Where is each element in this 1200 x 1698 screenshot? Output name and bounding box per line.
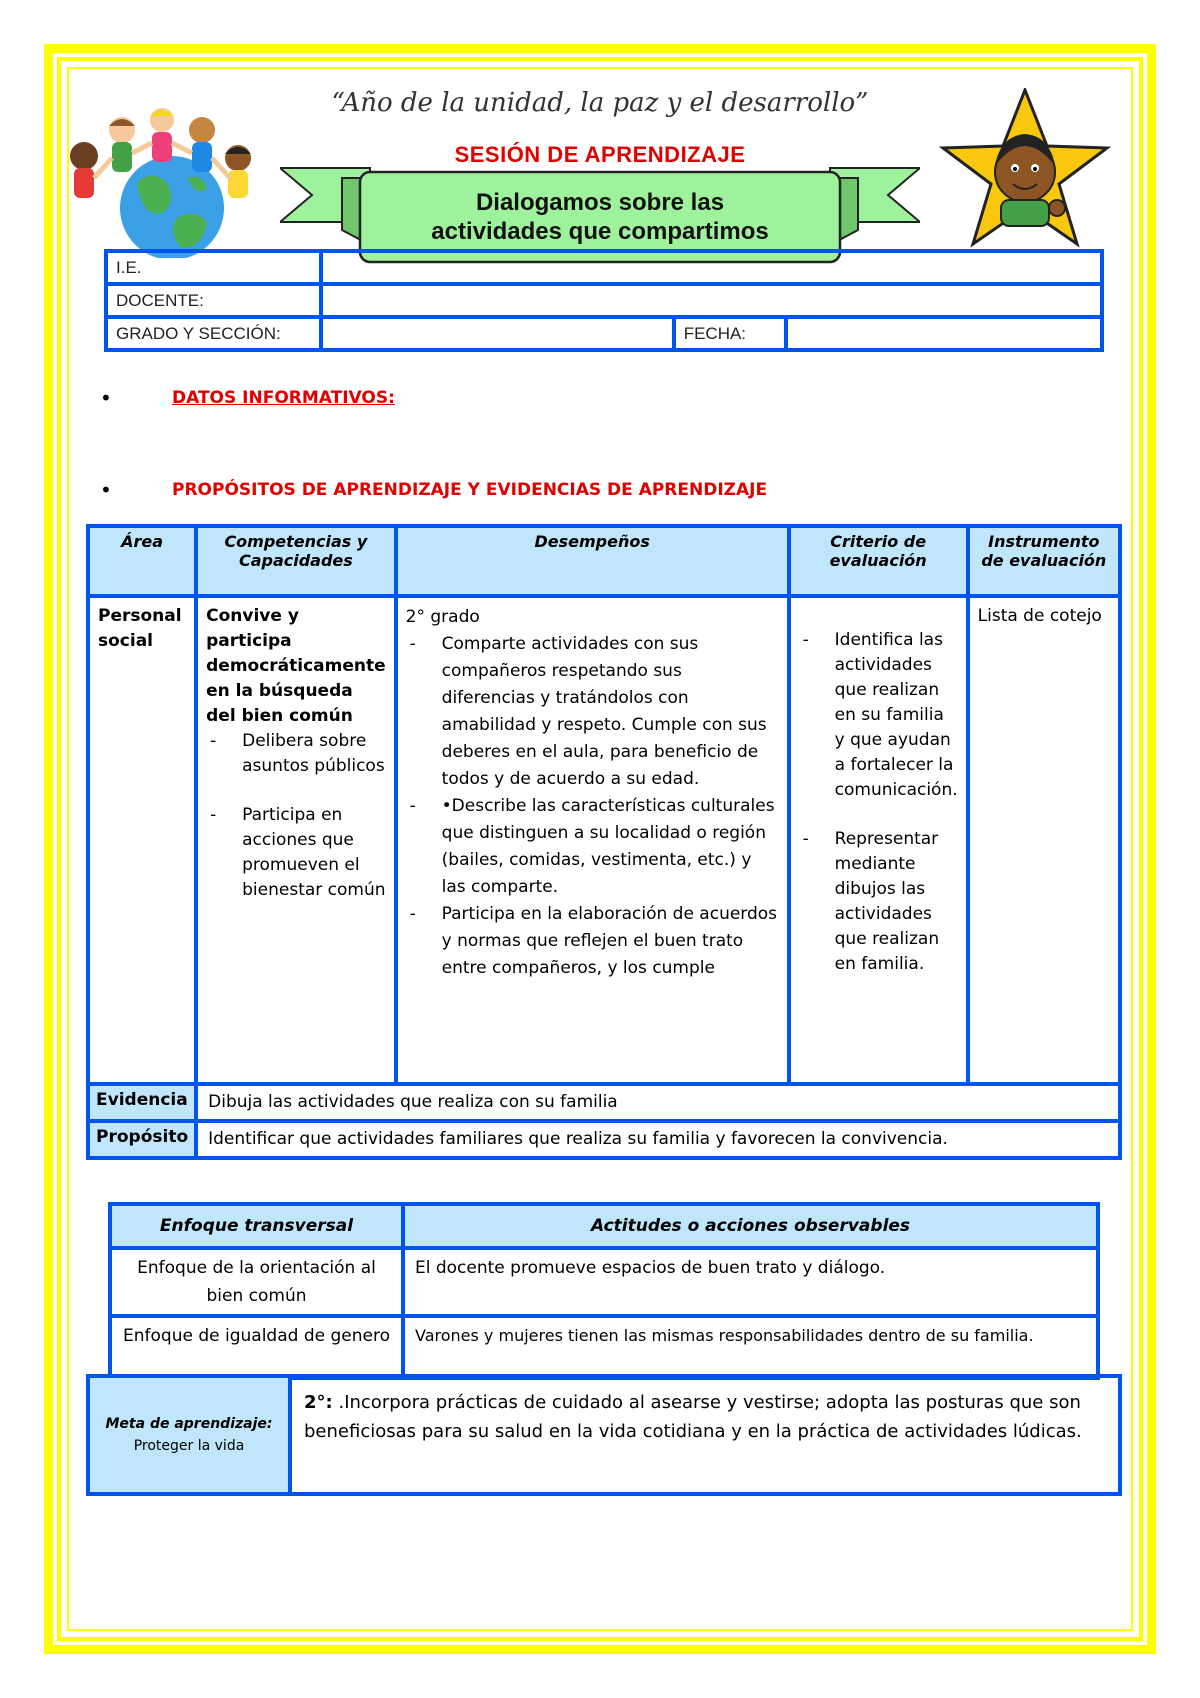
meta-text-cell [290,1376,1120,1494]
ie-field[interactable] [321,251,1102,284]
datos-informativos-heading: DATOS INFORMATIVOS: [172,388,395,408]
capacidad-item: - Delibera sobre asuntos públicos [206,729,386,779]
desempeno-item: - •Describe las características culturales que distinguen a su localidad o región (bailes, comidas, vestimenta, etc.) y las comparte. [406,793,779,901]
actitud-cell: Varones y mujeres tienen las mismas responsabilidades dentro de su familia. [403,1316,1098,1378]
desempeno-item: - Participa en la elaboración de acuerdos y normas que reflejen el buen trato entre compañeros, y los cumple [406,901,779,982]
competencia-title: Convive y participa democráticamente en la búsqueda del bien común [206,606,386,726]
evidencia-value: Dibuja las actividades que realiza con su familia [196,1084,1120,1121]
actitud-cell: El docente promueve espacios de buen trato y diálogo. [403,1248,1098,1316]
instrumento-cell: Lista de cotejo [968,596,1120,1084]
header-area: Área [88,526,196,596]
meta-text: .Incorpora prácticas de cuidado al asearse y vestirse; adopta las posturas que son beneficiosas para su salud en la vida cotidiana y en la práctica de actividades lúdicas. [304,1392,1082,1442]
header-actitudes: Actitudes o acciones observables [403,1204,1098,1248]
criterio-item: - Identifica las actividades que realizan en su familia y que ayudan a fortalecer la comunicación. [799,628,958,803]
banner-line-1: Dialogamos sobre las [475,189,725,216]
meta-sublabel: Proteger la vida [133,1438,245,1454]
criterio-item: - Representar mediante dibujos las actividades que realizan en familia. [799,827,958,977]
competencias-cell [196,596,396,1084]
banner-line-2: actividades que compartimos [431,218,769,245]
kids-globe-illustration [62,108,262,258]
grado-seccion-label: GRADO Y SECCIÓN: [106,317,321,350]
fecha-field[interactable] [786,317,1102,350]
meta-grade: 2°: [304,1392,333,1413]
bullet-datos: • [100,386,112,410]
grado-seccion-field[interactable] [321,317,673,350]
enfoque-cell: Enfoque de igualdad de genero [110,1316,403,1378]
proposito-label: Propósito [88,1121,196,1158]
header-enfoque: Enfoque transversal [110,1204,403,1248]
school-info-table [104,249,1104,352]
evidencia-label: Evidencia [88,1084,196,1121]
meta-aprendizaje-table [86,1374,1122,1496]
ie-label: I.E. [106,251,321,284]
criterios-cell [789,596,968,1084]
star-kid-illustration [935,88,1115,248]
criterios-list [799,628,958,977]
capacidad-item: - Participa en acciones que promueven el bienestar común [206,803,386,903]
capacidades-list [206,729,386,903]
enfoque-cell: Enfoque de la orientación al bien común [110,1248,403,1316]
enfoque-transversal-table [108,1202,1100,1380]
meta-label-cell [88,1376,290,1494]
header-criterio: Criterio de evaluación [789,526,968,596]
bullet-propositos: • [100,478,112,502]
docente-field[interactable] [321,284,1102,317]
desempeno-item: - Comparte actividades con sus compañeros respetando sus diferencias y tratándolos con amabilidad y respeto. Cumple con sus deberes en el aula, para beneficio de todos y de acuerdo a su edad. [406,631,779,793]
meta-label: Meta de aprendizaje: [105,1416,273,1432]
docente-label: DOCENTE: [106,284,321,317]
propositos-heading: PROPÓSITOS DE APRENDIZAJE Y EVIDENCIAS DE APRENDIZAJE [172,480,768,500]
header-desempenos: Desempeños [396,526,789,596]
proposito-value: Identificar que actividades familiares que realiza su familia y favorecen la convivencia. [196,1121,1120,1158]
session-title: SESIÓN DE APRENDIZAJE [454,142,746,167]
purposes-table [86,524,1122,1160]
desempenos-cell [396,596,789,1084]
grado-label: 2° grado [405,607,480,627]
area-cell: Personal social [88,596,196,1084]
fecha-label: FECHA: [674,317,786,350]
desempenos-list [406,631,779,982]
year-motto: “Año de la unidad, la paz y el desarrollo” [331,88,869,118]
header-competencias: Competencias y Capacidades [196,526,396,596]
session-topic-banner [372,188,828,246]
header-instrumento: Instrumento de evaluación [968,526,1120,596]
